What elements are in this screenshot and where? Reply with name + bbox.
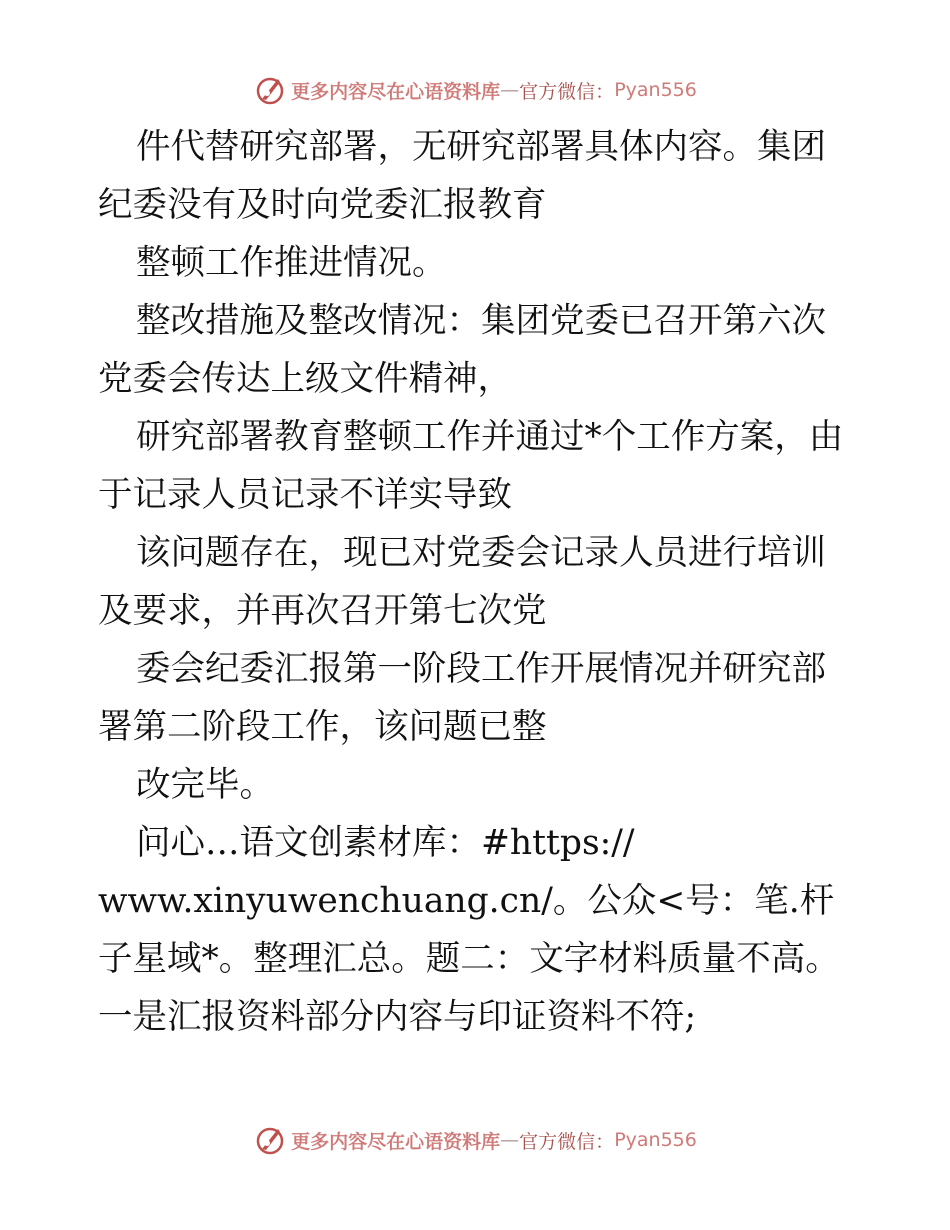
paragraph-8: 问心…语文创素材库：#https:// (136, 823, 635, 863)
watermark-dash: — (500, 1129, 520, 1151)
watermark-suffix: 官方微信： (519, 80, 615, 103)
watermark-brand: 更多内容尽在心语资料库 (291, 80, 501, 103)
paragraph-3: 整改措施及整改情况：集团党委已召开第六次党委会传达上级文件精神， (98, 301, 826, 399)
paragraph-6: 委会纪委汇报第一阶段工作开展情况并研究部署第二阶段工作，该问题已整 (98, 649, 826, 747)
paragraph-9: www.xinyuwenchuang.cn/。公众<号：笔.杆子星域*。整理汇总。题二：文字材料质量不高。 一是汇报资料部分内容与印证资料不符; (98, 881, 840, 1037)
paragraph-5: 该问题存在，现已对党委会记录人员进行培训及要求，并再次召开第七次党 (98, 533, 826, 631)
paragraph-1: 件代替研究部署，无研究部署具体内容。集团纪委没有及时向党委汇报教育 (98, 127, 826, 225)
quill-logo-icon (253, 1123, 287, 1157)
watermark-dash: — (500, 79, 520, 101)
watermark-account: Pyan556 (614, 1129, 697, 1151)
document-body (98, 118, 858, 1046)
header-watermark (0, 70, 950, 110)
watermark-account: Pyan556 (614, 79, 697, 101)
watermark-brand: 更多内容尽在心语资料库 (291, 1130, 501, 1153)
paragraph-4: 研究部署教育整顿工作并通过*个工作方案，由于记录人员记录不详实导致 (98, 417, 844, 515)
paragraph-2: 整顿工作推进情况。 (136, 243, 447, 283)
footer-watermark (0, 1120, 950, 1160)
quill-logo-icon (253, 73, 287, 107)
paragraph-7: 改完毕。 (136, 765, 274, 805)
watermark-suffix: 官方微信： (519, 1130, 615, 1153)
